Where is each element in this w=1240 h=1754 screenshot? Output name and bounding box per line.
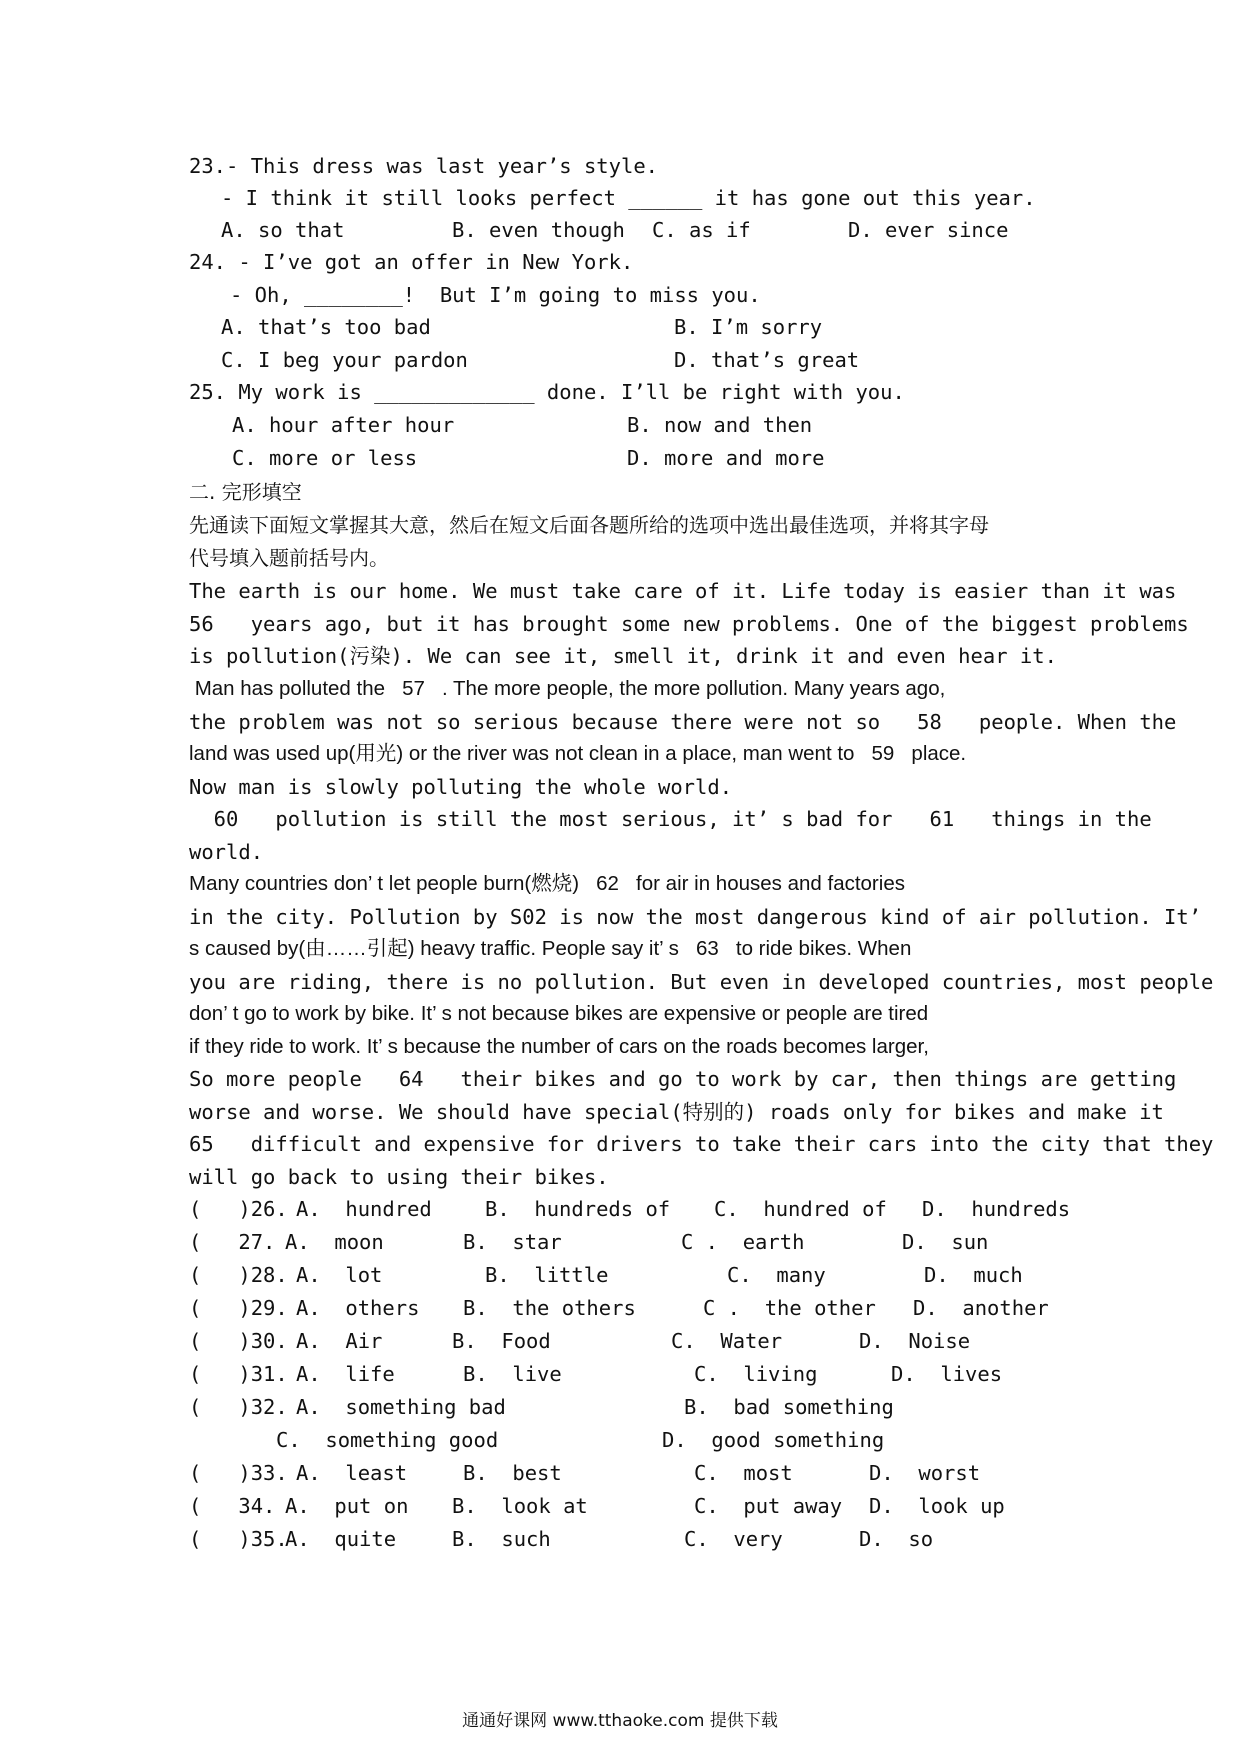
- question-23-option-d: D. ever since: [848, 218, 1009, 242]
- question-24-line2: - Oh, ________! But I’m going to miss you.: [230, 283, 761, 307]
- question-23-stem: 23.- This dress was last year’s style.: [189, 154, 658, 178]
- passage-line: Many countries don’ t let people burn(燃烧) 62 for air in houses and factories: [189, 872, 905, 895]
- passage-line: you are riding, there is no pollution. But even in developed countries, most people: [189, 970, 1214, 994]
- cloze-32-option-b: B. bad something: [684, 1395, 894, 1419]
- question-24-option-d: D. that’s great: [674, 348, 860, 372]
- passage-line: So more people 64 their bikes and go to work by car, then things are getting: [189, 1067, 1177, 1091]
- cloze-29-option-b: B. the others: [463, 1296, 636, 1320]
- cloze-26-option-b: B. hundreds of: [485, 1197, 671, 1221]
- cloze-33-option-a: A. least: [296, 1461, 408, 1485]
- answer-bracket-31[interactable]: ( )31.: [189, 1362, 288, 1386]
- answer-bracket-28[interactable]: ( )28.: [189, 1263, 288, 1287]
- cloze-30-option-a: A. Air: [296, 1329, 383, 1353]
- cloze-32-option-a: A. something bad: [296, 1395, 506, 1419]
- passage-line: if they ride to work. It’ s because the number of cars on the roads becomes larger,: [189, 1035, 929, 1058]
- passage-line: land was used up(用光) or the river was not clean in a place, man went to 59 place.: [189, 742, 967, 765]
- passage-line: 56 years ago, but it has brought some new problems. One of the biggest problems: [189, 612, 1189, 636]
- cloze-27-option-c: C . earth: [681, 1230, 805, 1254]
- question-25-option-a: A. hour after hour: [232, 413, 455, 437]
- cloze-30-option-b: B. Food: [452, 1329, 551, 1353]
- cloze-30-option-c: C. Water: [671, 1329, 783, 1353]
- cloze-29-option-d: D. another: [913, 1296, 1049, 1320]
- answer-bracket-33[interactable]: ( )33.: [189, 1461, 288, 1485]
- cloze-35-option-c: C. very: [684, 1527, 783, 1551]
- passage-line: s caused by(由……引起) heavy traffic. People say it’ s 63 to ride bikes. When: [189, 937, 912, 960]
- cloze-26-option-c: C. hundred of: [714, 1197, 887, 1221]
- cloze-27-option-a: A. moon: [285, 1230, 384, 1254]
- cloze-31-option-a: A. life: [296, 1362, 395, 1386]
- passage-line: the problem was not so serious because there were not so 58 people. When the: [189, 710, 1177, 734]
- answer-bracket-34[interactable]: ( 34.: [189, 1494, 276, 1518]
- passage-line: The earth is our home. We must take care of it. Life today is easier than it was: [189, 579, 1177, 603]
- question-24-option-a: A. that’s too bad: [221, 315, 431, 339]
- cloze-26-option-d: D. hundreds: [922, 1197, 1071, 1221]
- page-footer: 通通好课网 www.tthaoke.com 提供下载: [462, 1711, 778, 1731]
- question-24-stem: 24. - I’ve got an offer in New York.: [189, 250, 634, 274]
- passage-line: don’ t go to work by bike. It’ s not because bikes are expensive or people are tired: [189, 1002, 929, 1025]
- passage-line: Man has polluted the 57 . The more people, the more pollution. Many years ago,: [189, 677, 946, 700]
- question-25-option-c: C. more or less: [232, 446, 418, 470]
- question-24-option-b: B. I’m sorry: [674, 315, 823, 339]
- question-23-option-b: B. even though: [452, 218, 625, 242]
- answer-bracket-30[interactable]: ( )30.: [189, 1329, 288, 1353]
- question-24-option-c: C. I beg your pardon: [221, 348, 468, 372]
- passage-line: Now man is slowly polluting the whole world.: [189, 775, 733, 799]
- cloze-30-option-d: D. Noise: [859, 1329, 971, 1353]
- answer-bracket-27[interactable]: ( 27.: [189, 1230, 276, 1254]
- cloze-35-option-b: B. such: [452, 1527, 551, 1551]
- cloze-32-option-d: D. good something: [662, 1428, 885, 1452]
- passage-line: 60 pollution is still the most serious, it’ s bad for 61 things in the: [189, 807, 1152, 831]
- cloze-34-option-c: C. put away: [694, 1494, 843, 1518]
- cloze-26-option-a: A. hundred: [296, 1197, 432, 1221]
- cloze-34-option-a: A. put on: [285, 1494, 409, 1518]
- cloze-35-option-a: A. quite: [285, 1527, 397, 1551]
- cloze-35-option-d: D. so: [859, 1527, 934, 1551]
- cloze-28-option-a: A. lot: [296, 1263, 383, 1287]
- cloze-34-option-d: D. look up: [869, 1494, 1005, 1518]
- cloze-33-option-b: B. best: [463, 1461, 562, 1485]
- cloze-31-option-d: D. lives: [891, 1362, 1003, 1386]
- cloze-33-option-d: D. worst: [869, 1461, 981, 1485]
- question-25-option-d: D. more and more: [627, 446, 825, 470]
- answer-bracket-29[interactable]: ( )29.: [189, 1296, 288, 1320]
- passage-line: is pollution(污染). We can see it, smell it, drink it and even hear it.: [189, 644, 1057, 668]
- question-25-option-b: B. now and then: [627, 413, 813, 437]
- cloze-34-option-b: B. look at: [452, 1494, 588, 1518]
- question-25-stem: 25. My work is _____________ done. I’ll be right with you.: [189, 380, 905, 404]
- cloze-32-option-c: C. something good: [276, 1428, 499, 1452]
- question-23-option-a: A. so that: [221, 218, 345, 242]
- question-23-option-c: C. as if: [652, 218, 751, 242]
- cloze-28-option-b: B. little: [485, 1263, 609, 1287]
- passage-line: worse and worse. We should have special(特别的) roads only for bikes and make it: [189, 1100, 1164, 1124]
- section-2-title: 二. 完形填空: [189, 480, 302, 504]
- cloze-29-option-a: A. others: [296, 1296, 420, 1320]
- answer-bracket-32[interactable]: ( )32.: [189, 1395, 288, 1419]
- cloze-28-option-c: C. many: [727, 1263, 826, 1287]
- section-2-instruction-line2: 代号填入题前括号内。: [189, 546, 389, 570]
- cloze-27-option-d: D. sun: [902, 1230, 989, 1254]
- answer-bracket-35[interactable]: ( )35.: [189, 1527, 288, 1551]
- cloze-31-option-c: C. living: [694, 1362, 818, 1386]
- cloze-28-option-d: D. much: [924, 1263, 1023, 1287]
- passage-line: world.: [189, 840, 264, 864]
- cloze-29-option-c: C . the other: [703, 1296, 876, 1320]
- passage-line: in the city. Pollution by S02 is now the most dangerous kind of air pollution. It’: [189, 905, 1202, 929]
- passage-line: 65 difficult and expensive for drivers to take their cars into the city that they: [189, 1132, 1214, 1156]
- question-23-line2: - I think it still looks perfect ______ it has gone out this year.: [221, 186, 1036, 210]
- cloze-31-option-b: B. live: [463, 1362, 562, 1386]
- cloze-33-option-c: C. most: [694, 1461, 793, 1485]
- section-2-instruction-line1: 先通读下面短文掌握其大意，然后在短文后面各题所给的选项中选出最佳选项，并将其字母: [189, 513, 989, 537]
- answer-bracket-26[interactable]: ( )26.: [189, 1197, 288, 1221]
- cloze-27-option-b: B. star: [463, 1230, 562, 1254]
- passage-line: will go back to using their bikes.: [189, 1165, 609, 1189]
